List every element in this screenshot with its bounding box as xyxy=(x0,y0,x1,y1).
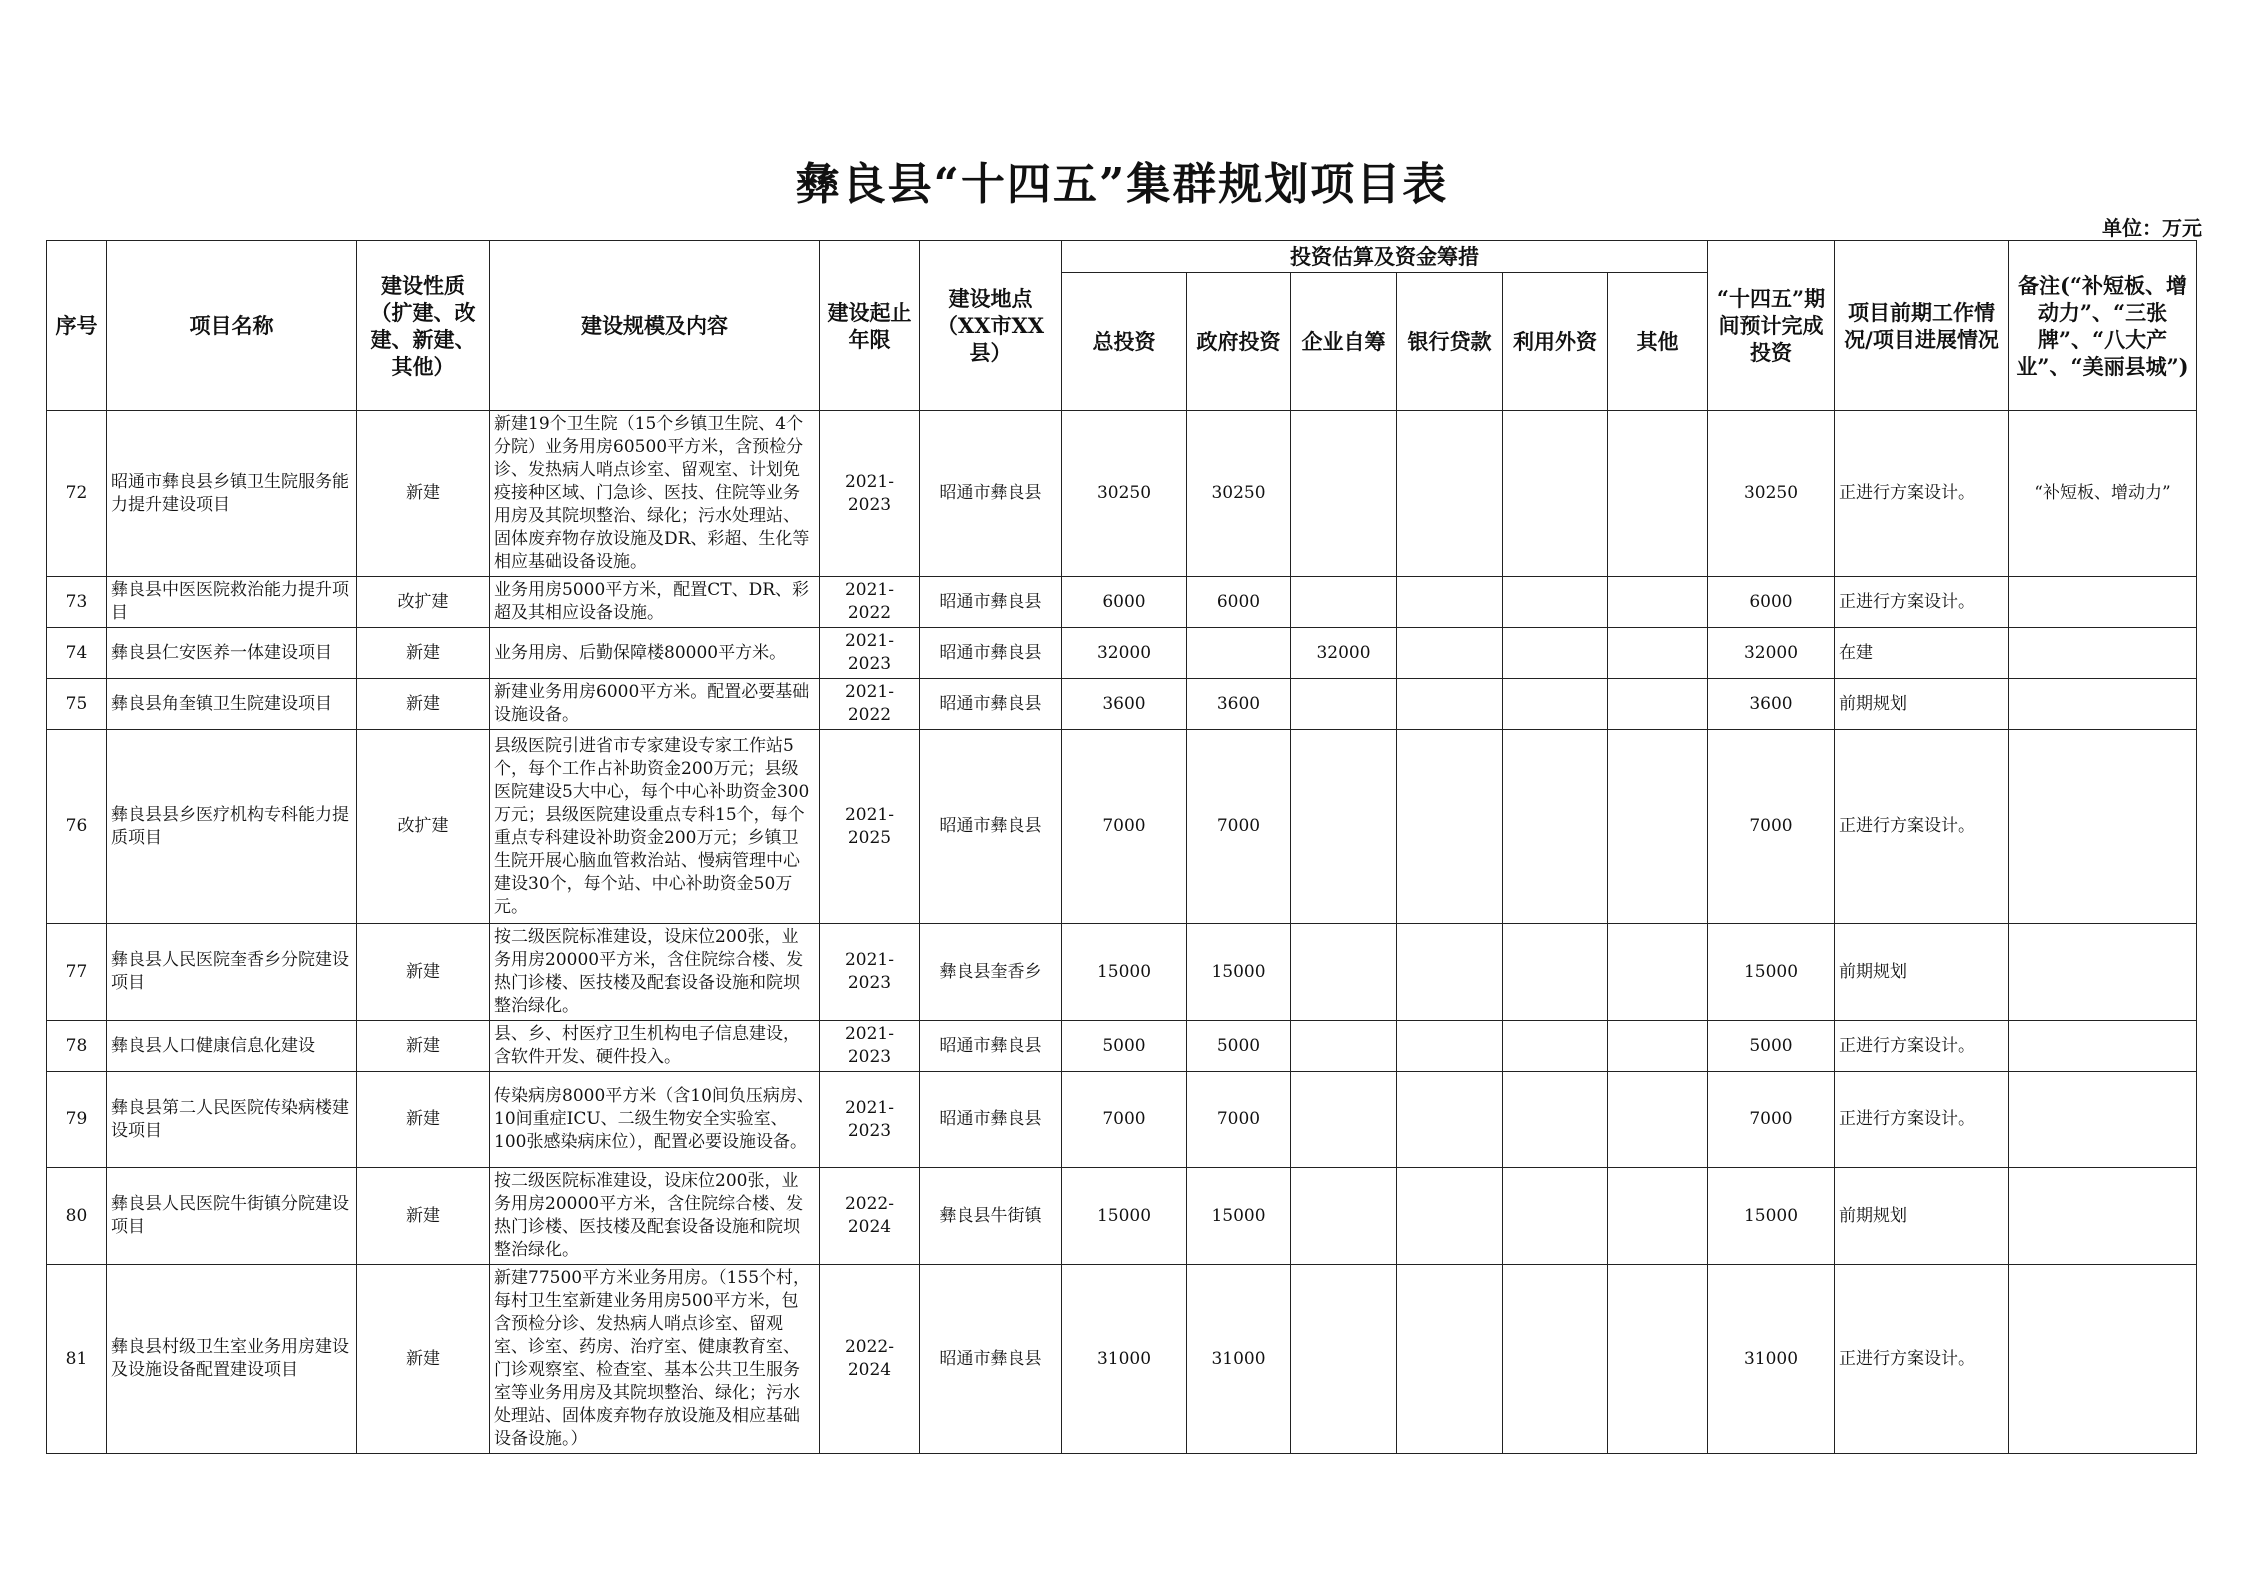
cell-seq: 77 xyxy=(47,924,107,1021)
cell-total: 30250 xyxy=(1062,411,1187,577)
cell-location: 昭通市彝良县 xyxy=(920,1072,1062,1168)
cell-enterprise xyxy=(1291,1021,1397,1072)
cell-other xyxy=(1608,1265,1708,1454)
cell-progress: 正进行方案设计。 xyxy=(1835,1265,2009,1454)
cell-progress: 正进行方案设计。 xyxy=(1835,730,2009,924)
cell-scope: 业务用房5000平方米，配置CT、DR、彩超及其相应设备设施。 xyxy=(490,577,820,628)
header-progress: 项目前期工作情况/项目进展情况 xyxy=(1835,241,2009,411)
cell-gov xyxy=(1187,628,1291,679)
cell-bank xyxy=(1397,1072,1503,1168)
cell-bank xyxy=(1397,679,1503,730)
header-location: 建设地点（XX市XX县） xyxy=(920,241,1062,411)
cell-nature: 改扩建 xyxy=(357,577,490,628)
cell-nature: 新建 xyxy=(357,924,490,1021)
cell-nature: 新建 xyxy=(357,1072,490,1168)
cell-gov: 31000 xyxy=(1187,1265,1291,1454)
cell-location: 昭通市彝良县 xyxy=(920,411,1062,577)
cell-name: 昭通市彝良县乡镇卫生院服务能力提升建设项目 xyxy=(107,411,357,577)
cell-name: 彝良县中医医院救治能力提升项目 xyxy=(107,577,357,628)
cell-plan: 15000 xyxy=(1708,924,1835,1021)
table-row xyxy=(47,730,2197,924)
cell-seq: 72 xyxy=(47,411,107,577)
cell-progress: 前期规划 xyxy=(1835,679,2009,730)
cell-seq: 75 xyxy=(47,679,107,730)
cell-name: 彝良县村级卫生室业务用房建设及设施设备配置建设项目 xyxy=(107,1265,357,1454)
cell-enterprise xyxy=(1291,924,1397,1021)
header-nature: 建设性质（扩建、改建、新建、其他） xyxy=(357,241,490,411)
cell-plan: 7000 xyxy=(1708,730,1835,924)
cell-period: 2022-2024 xyxy=(820,1168,920,1265)
cell-period: 2021-2023 xyxy=(820,1021,920,1072)
cell-other xyxy=(1608,924,1708,1021)
cell-gov: 15000 xyxy=(1187,1168,1291,1265)
cell-progress: 在建 xyxy=(1835,628,2009,679)
cell-remark xyxy=(2009,1265,2197,1454)
cell-name: 彝良县人民医院牛街镇分院建设项目 xyxy=(107,1168,357,1265)
cell-gov: 5000 xyxy=(1187,1021,1291,1072)
cell-scope: 传染病房8000平方米（含10间负压病房、10间重症ICU、二级生物安全实验室、100张感染病床位），配置必要设施设备。 xyxy=(490,1072,820,1168)
cell-plan: 6000 xyxy=(1708,577,1835,628)
table-row xyxy=(47,577,2197,628)
cell-foreign xyxy=(1503,679,1608,730)
cell-other xyxy=(1608,1021,1708,1072)
cell-enterprise xyxy=(1291,577,1397,628)
cell-progress: 正进行方案设计。 xyxy=(1835,1021,2009,1072)
table-row xyxy=(47,411,2197,577)
cell-plan: 32000 xyxy=(1708,628,1835,679)
header-scope: 建设规模及内容 xyxy=(490,241,820,411)
cell-scope: 新建业务用房6000平方米。配置必要基础设施设备。 xyxy=(490,679,820,730)
unit-label: 单位：万元 xyxy=(2102,216,2202,240)
cell-foreign xyxy=(1503,577,1608,628)
cell-scope: 新建19个卫生院（15个乡镇卫生院、4个分院）业务用房60500平方米，含预检分诊、发热病人哨点诊室、留观室、计划免疫接种区域、门急诊、医技、住院等业务用房及其院坝整治、绿化；污水处理站、固体废弃物存放设施及DR、彩超、生化等相应基础设备设施。 xyxy=(490,411,820,577)
cell-progress: 前期规划 xyxy=(1835,1168,2009,1265)
cell-name: 彝良县人民医院奎香乡分院建设项目 xyxy=(107,924,357,1021)
table-row xyxy=(47,679,2197,730)
cell-foreign xyxy=(1503,1021,1608,1072)
cell-gov: 6000 xyxy=(1187,577,1291,628)
cell-location: 昭通市彝良县 xyxy=(920,730,1062,924)
cell-remark xyxy=(2009,730,2197,924)
cell-other xyxy=(1608,628,1708,679)
cell-other xyxy=(1608,730,1708,924)
header-seq: 序号 xyxy=(47,241,107,411)
header-bank: 银行贷款 xyxy=(1397,273,1503,411)
cell-location: 昭通市彝良县 xyxy=(920,577,1062,628)
cell-name: 彝良县角奎镇卫生院建设项目 xyxy=(107,679,357,730)
cell-location: 昭通市彝良县 xyxy=(920,1265,1062,1454)
cell-foreign xyxy=(1503,1072,1608,1168)
cell-nature: 新建 xyxy=(357,1021,490,1072)
cell-period: 2021-2023 xyxy=(820,411,920,577)
cell-remark xyxy=(2009,679,2197,730)
header-name: 项目名称 xyxy=(107,241,357,411)
cell-period: 2021-2023 xyxy=(820,1072,920,1168)
cell-remark xyxy=(2009,628,2197,679)
cell-remark xyxy=(2009,1072,2197,1168)
cell-enterprise: 32000 xyxy=(1291,628,1397,679)
cell-seq: 81 xyxy=(47,1265,107,1454)
cell-seq: 80 xyxy=(47,1168,107,1265)
cell-name: 彝良县仁安医养一体建设项目 xyxy=(107,628,357,679)
cell-total: 3600 xyxy=(1062,679,1187,730)
cell-nature: 新建 xyxy=(357,679,490,730)
table-row xyxy=(47,1072,2197,1168)
cell-remark xyxy=(2009,577,2197,628)
cell-total: 5000 xyxy=(1062,1021,1187,1072)
header-enterprise: 企业自筹 xyxy=(1291,273,1397,411)
cell-period: 2021-2023 xyxy=(820,924,920,1021)
cell-location: 彝良县奎香乡 xyxy=(920,924,1062,1021)
cell-other xyxy=(1608,411,1708,577)
header-remark: 备注(“补短板、增动力”、“三张牌”、“八大产业”、“美丽县城”) xyxy=(2009,241,2197,411)
cell-progress: 正进行方案设计。 xyxy=(1835,1072,2009,1168)
cell-name: 彝良县第二人民医院传染病楼建设项目 xyxy=(107,1072,357,1168)
cell-remark: “补短板、增动力” xyxy=(2009,411,2197,577)
cell-total: 31000 xyxy=(1062,1265,1187,1454)
cell-nature: 新建 xyxy=(357,411,490,577)
cell-scope: 新建77500平方米业务用房。（155个村，每村卫生室新建业务用房500平方米，包含预检分诊、发热病人哨点诊室、留观室、诊室、药房、治疗室、健康教育室、门诊观察室、检查室、基本公共卫生服务室等业务用房及其院坝整治、绿化；污水处理站、固体废弃物存放设施及相应基础设备设施。） xyxy=(490,1265,820,1454)
cell-nature: 新建 xyxy=(357,1265,490,1454)
table-row xyxy=(47,628,2197,679)
cell-scope: 业务用房、后勤保障楼80000平方米。 xyxy=(490,628,820,679)
cell-enterprise xyxy=(1291,1265,1397,1454)
cell-scope: 按二级医院标准建设，设床位200张，业务用房20000平方米，含住院综合楼、发热门诊楼、医技楼及配套设备设施和院坝整治绿化。 xyxy=(490,1168,820,1265)
table-row xyxy=(47,1265,2197,1454)
header-gov: 政府投资 xyxy=(1187,273,1291,411)
cell-gov: 3600 xyxy=(1187,679,1291,730)
cell-name: 彝良县人口健康信息化建设 xyxy=(107,1021,357,1072)
cell-total: 32000 xyxy=(1062,628,1187,679)
cell-foreign xyxy=(1503,730,1608,924)
header-other: 其他 xyxy=(1608,273,1708,411)
cell-location: 彝良县牛街镇 xyxy=(920,1168,1062,1265)
cell-foreign xyxy=(1503,1168,1608,1265)
page-title: 彝良县“十四五”集群规划项目表 xyxy=(795,159,1449,210)
cell-gov: 7000 xyxy=(1187,1072,1291,1168)
cell-foreign xyxy=(1503,628,1608,679)
cell-progress: 前期规划 xyxy=(1835,924,2009,1021)
cell-period: 2021-2022 xyxy=(820,679,920,730)
cell-plan: 5000 xyxy=(1708,1021,1835,1072)
cell-plan: 15000 xyxy=(1708,1168,1835,1265)
cell-bank xyxy=(1397,411,1503,577)
table-row xyxy=(47,1021,2197,1072)
cell-other xyxy=(1608,1168,1708,1265)
cell-plan: 7000 xyxy=(1708,1072,1835,1168)
cell-name: 彝良县县乡医疗机构专科能力提质项目 xyxy=(107,730,357,924)
cell-enterprise xyxy=(1291,1168,1397,1265)
header-total: 总投资 xyxy=(1062,273,1187,411)
cell-gov: 15000 xyxy=(1187,924,1291,1021)
cell-total: 15000 xyxy=(1062,1168,1187,1265)
cell-bank xyxy=(1397,628,1503,679)
cell-total: 15000 xyxy=(1062,924,1187,1021)
cell-location: 昭通市彝良县 xyxy=(920,1021,1062,1072)
cell-progress: 正进行方案设计。 xyxy=(1835,577,2009,628)
table-row xyxy=(47,1168,2197,1265)
cell-period: 2021-2025 xyxy=(820,730,920,924)
cell-total: 6000 xyxy=(1062,577,1187,628)
cell-nature: 新建 xyxy=(357,1168,490,1265)
cell-foreign xyxy=(1503,924,1608,1021)
header-invest-group: 投资估算及资金筹措 xyxy=(1062,241,1708,273)
table-row xyxy=(47,924,2197,1021)
cell-seq: 74 xyxy=(47,628,107,679)
cell-total: 7000 xyxy=(1062,1072,1187,1168)
cell-bank xyxy=(1397,577,1503,628)
cell-enterprise xyxy=(1291,679,1397,730)
cell-foreign xyxy=(1503,1265,1608,1454)
cell-other xyxy=(1608,679,1708,730)
cell-period: 2022-2024 xyxy=(820,1265,920,1454)
cell-gov: 7000 xyxy=(1187,730,1291,924)
cell-bank xyxy=(1397,730,1503,924)
cell-bank xyxy=(1397,1265,1503,1454)
cell-scope: 按二级医院标准建设，设床位200张，业务用房20000平方米，含住院综合楼、发热门诊楼、医技楼及配套设备设施和院坝整治绿化。 xyxy=(490,924,820,1021)
cell-seq: 73 xyxy=(47,577,107,628)
cell-other xyxy=(1608,577,1708,628)
header-foreign: 利用外资 xyxy=(1503,273,1608,411)
cell-scope: 县、乡、村医疗卫生机构电子信息建设，含软件开发、硬件投入。 xyxy=(490,1021,820,1072)
cell-bank xyxy=(1397,1021,1503,1072)
cell-progress: 正进行方案设计。 xyxy=(1835,411,2009,577)
cell-plan: 30250 xyxy=(1708,411,1835,577)
cell-plan: 31000 xyxy=(1708,1265,1835,1454)
cell-location: 昭通市彝良县 xyxy=(920,679,1062,730)
cell-seq: 78 xyxy=(47,1021,107,1072)
cell-seq: 79 xyxy=(47,1072,107,1168)
cell-gov: 30250 xyxy=(1187,411,1291,577)
cell-scope: 县级医院引进省市专家建设专家工作站5个，每个工作占补助资金200万元；县级医院建设5大中心，每个中心补助资金300万元；县级医院建设重点专科15个，每个重点专科建设补助资金200万元；乡镇卫生院开展心脑血管救治站、慢病管理中心建设30个，每个站、中心补助资金50万元。 xyxy=(490,730,820,924)
cell-enterprise xyxy=(1291,730,1397,924)
cell-nature: 改扩建 xyxy=(357,730,490,924)
cell-period: 2021-2023 xyxy=(820,628,920,679)
cell-remark xyxy=(2009,924,2197,1021)
header-plan: “十四五”期间预计完成投资 xyxy=(1708,241,1835,411)
cell-total: 7000 xyxy=(1062,730,1187,924)
cell-remark xyxy=(2009,1021,2197,1072)
project-table xyxy=(46,240,2197,1454)
cell-remark xyxy=(2009,1168,2197,1265)
cell-bank xyxy=(1397,1168,1503,1265)
cell-period: 2021-2022 xyxy=(820,577,920,628)
cell-bank xyxy=(1397,924,1503,1021)
cell-location: 昭通市彝良县 xyxy=(920,628,1062,679)
cell-seq: 76 xyxy=(47,730,107,924)
cell-enterprise xyxy=(1291,411,1397,577)
cell-other xyxy=(1608,1072,1708,1168)
cell-plan: 3600 xyxy=(1708,679,1835,730)
cell-enterprise xyxy=(1291,1072,1397,1168)
cell-nature: 新建 xyxy=(357,628,490,679)
header-period: 建设起止年限 xyxy=(820,241,920,411)
cell-foreign xyxy=(1503,411,1608,577)
